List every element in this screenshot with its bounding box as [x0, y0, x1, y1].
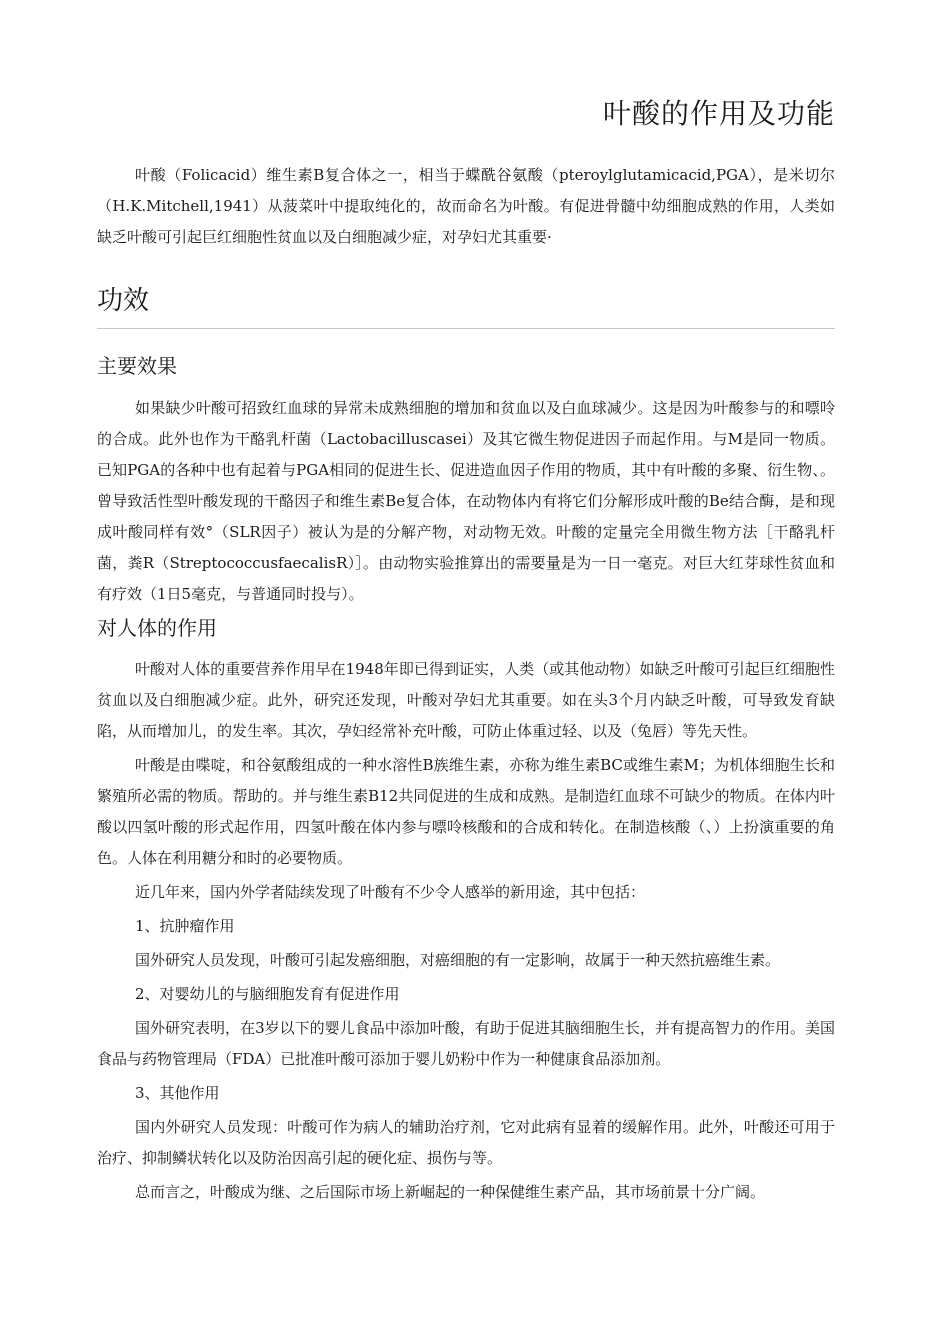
- intro-block: [97, 160, 835, 253]
- item-2-title: 2、对婴幼儿的与脑细胞发育有促进作用: [135, 985, 400, 1003]
- subheading-human-effects: 对人体的作用: [97, 616, 217, 640]
- item-3-text: 国内外研究人员发现：叶酸可作为病人的辅助治疗剂，它对此病有显着的缓解作用。此外，叶酸还可用于治疗、抑制鳞状转化以及防治因高引起的硬化症、损伤与等。: [97, 1118, 835, 1167]
- item-1-text: 国外研究人员发现，叶酸可引起发癌细胞，对癌细胞的有一定影响，故属于一种天然抗癌维生素。: [135, 951, 781, 969]
- item-1-title: 1、抗肿瘤作用: [135, 917, 235, 935]
- main-effects-paragraph: 如果缺少叶酸可招致红血球的异常未成熟细胞的增加和贫血以及白血球减少。这是因为叶酸参与的和嘌呤的合成。此外也作为干酪乳杆菌（Lactobacilluscasei）及其它微生物促进因子而起作用。与M是同一物质。已知PGA的各种中也有起着与PGA相同的促进生长、促进造血因子作用的物质，其中有叶酸的多聚、衍生物、。曾导致活性型叶酸发现的干酪因子和维生素Be复合体，在动物体内有将它们分解形成叶酸的Be结合酶，是和现成叶酸同样有效°（SLR因子）被认为是的分解产物，对动物无效。叶酸的定量完全用微生物方法［干酪乳杆菌，粪R（StreptococcusfaecalisR）］。由动物实验推算出的需要量是为一日一毫克。对巨大红芽球性贫血和有疗效（1日5毫克，与普通同时投与）。: [97, 399, 836, 603]
- human-effects-paragraph-2: 叶酸是由喋啶，和谷氨酸组成的一种水溶性B族维生素，亦称为维生素BC或维生素M；为机体细胞生长和繁殖所必需的物质。帮助的。并与维生素B12共同促进的生成和成熟。是制造红血球不可缺少的物质。在体内叶酸以四氢叶酸的形式起作用，四氢叶酸在体内参与嘌呤核酸和的合成和转化。在制造核酸（、）上扮演重要的角色。人体在利用糖分和时的必要物质。: [97, 756, 835, 867]
- subheading-main-effects: 主要效果: [97, 354, 177, 378]
- conclusion-paragraph: 总而言之，叶酸成为继、之后国际市场上新崛起的一种保健维生素产品，其市场前景十分广阔。: [135, 1183, 766, 1201]
- item-2-text: 国外研究表明，在3岁以下的婴儿食品中添加叶酸，有助于促进其脑细胞生长，并有提高智力的作用。美国食品与药物管理局（FDA）已批准叶酸可添加于婴儿奶粉中作为一种健康食品添加剂。: [97, 1019, 835, 1068]
- intro-paragraph: 叶酸（Folicacid）维生素B复合体之一，相当于蝶酰谷氨酸（pteroylglutamicacid,PGA），是米切尔（H.K.Mitchell,1941）从菠菜叶中提取纯化的，故而命名为叶酸。有促进骨髓中幼细胞成熟的作用，人类如缺乏叶酸可引起巨红细胞性贫血以及白细胞减少症，对孕妇尤其重要·: [97, 166, 835, 246]
- main-effects-block: [97, 393, 835, 610]
- human-effects-paragraph-1: 叶酸对人体的重要营养作用早在1948年即已得到证实，人类（或其他动物）如缺乏叶酸可引起巨红细胞性贫血以及白细胞减少症。此外，研究还发现，叶酸对孕妇尤其重要。如在头3个月内缺乏叶酸，可导致发育缺陷，从而增加儿，的发生率。其次，孕妇经常补充叶酸，可防止体重过轻、以及（兔唇）等先天性。: [97, 660, 835, 740]
- section-divider: [97, 328, 835, 329]
- document-title: 叶酸的作用及功能: [602, 97, 835, 130]
- item-3-title: 3、其他作用: [135, 1084, 220, 1102]
- human-effects-paragraph-3: 近几年来，国内外学者陆续发现了叶酸有不少令人感举的新用途，其中包括：: [135, 883, 646, 901]
- human-effects-block: [97, 654, 835, 1208]
- section-heading: 功效: [97, 286, 150, 316]
